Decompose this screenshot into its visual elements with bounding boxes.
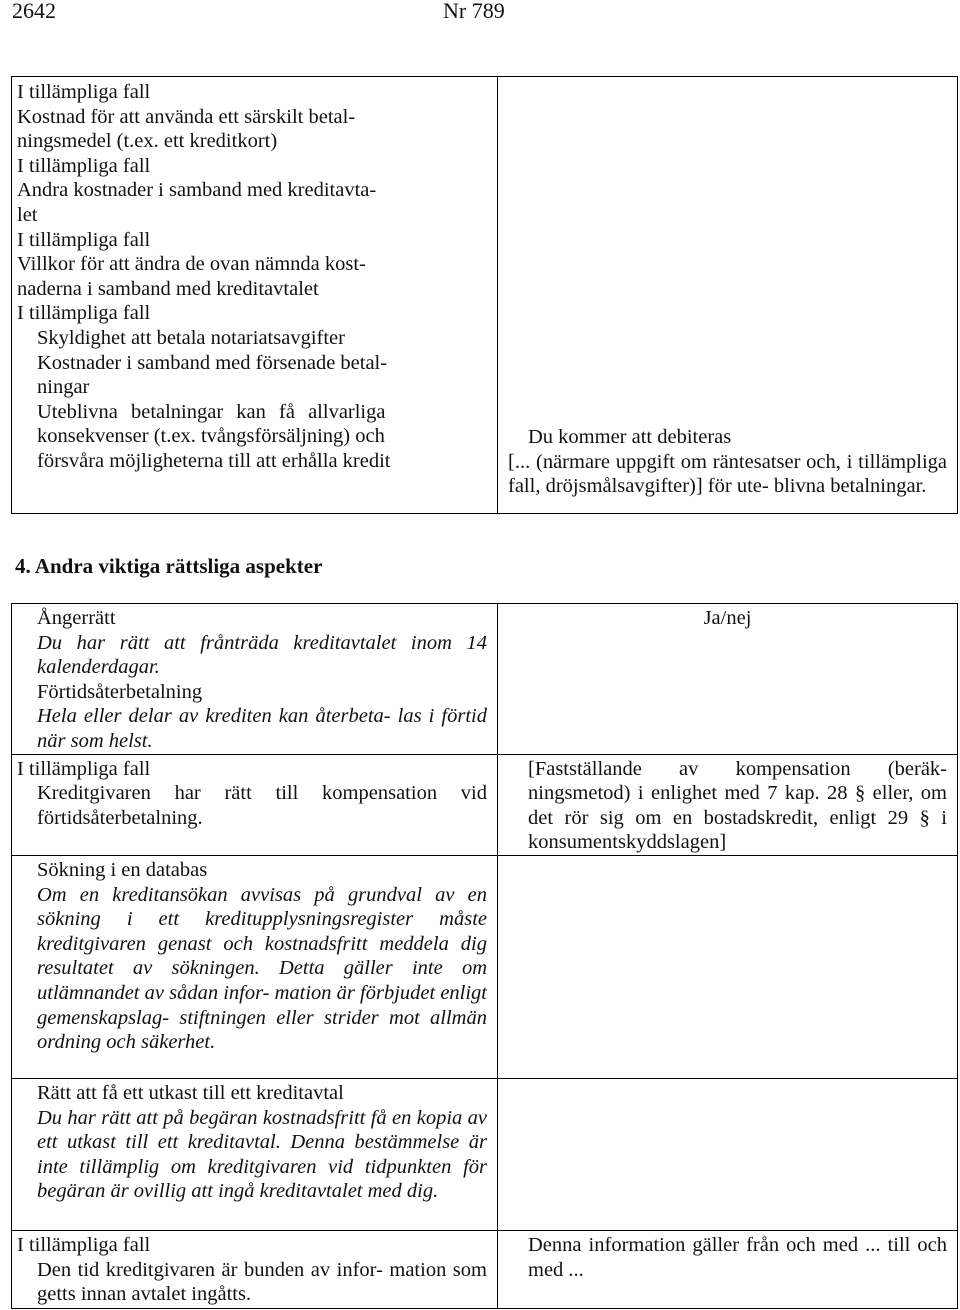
database-search-cell — [12, 855, 498, 1078]
legal-aspects-table — [11, 603, 958, 1309]
costs-left-cell — [12, 77, 498, 514]
section-title: 4. Andra viktiga rättsliga aspekter — [15, 554, 323, 578]
withdrawal-answer: Ja/nej — [703, 607, 752, 629]
binding-time-answer-cell — [498, 1230, 958, 1308]
costs-left-line: Skyldighet att betala notariatsavgifter — [37, 326, 345, 349]
costs-left-line: I tillämpliga fall — [17, 228, 151, 251]
withdrawal-label: Ångerrätt — [37, 607, 116, 629]
draft-copy-label: Rätt att få ett utkast till ett kreditavtal — [37, 1081, 344, 1104]
compensation-answer-cell — [498, 754, 958, 855]
database-search-answer-cell — [498, 855, 958, 1078]
issue-number: Nr 789 — [443, 0, 505, 23]
debit-text: [... (närmare uppgift om räntesatser och, i tillämpliga fall, dröjsmålsavgifter)] för ute- blivna betalningar. — [508, 450, 947, 498]
database-search-text: Om en kreditansökan avvisas på grundval av en sökning i ett kreditupplysningsregister måste kreditgivaren genast och kostnadsfritt meddela dig resultatet av sökningen. Detta gäller inte om utlämnandet av sådan infor- mation är förbjudet enligt gemenskapslag- stiftningen eller strider mot allmän ordning och säkerhet. — [37, 883, 487, 1054]
costs-table — [11, 76, 958, 514]
withdrawal-answer-cell — [498, 604, 958, 755]
costs-left-line: Kostnad för att använda ett särskilt betal- — [17, 105, 356, 128]
costs-left-line: Uteblivna betalningar kan få allvarliga — [37, 400, 386, 423]
costs-left-line: Andra kostnader i samband med kreditavta- — [17, 179, 377, 202]
compensation-answer: [Fastställande av kompensation (beräk- ningsmetod) i enlighet med 7 kap. 28 § eller, om det rör sig om en bostadskredit, enligt 29 § i konsumentskyddslagen] — [528, 757, 947, 854]
costs-left-line: konsekvenser (t.ex. tvångsförsäljning) och — [37, 425, 385, 448]
costs-left-line: I tillämpliga fall — [17, 302, 151, 325]
compensation-cell — [12, 754, 498, 855]
withdrawal-cell — [12, 604, 498, 755]
database-search-label: Sökning i en databas — [37, 858, 208, 881]
compensation-text: Kreditgivaren har rätt till kompensation vid förtidsåterbetalning. — [37, 782, 487, 829]
costs-left-line: I tillämpliga fall — [17, 154, 151, 177]
early-repayment-label: Förtidsåterbetalning — [37, 680, 203, 703]
draft-copy-answer-cell — [498, 1078, 958, 1230]
draft-copy-cell — [12, 1078, 498, 1230]
costs-left-line: let — [17, 203, 38, 226]
costs-left-line: försvåra möjligheterna till att erhålla kredit — [37, 449, 391, 472]
draft-copy-text: Du har rätt att på begäran kostnadsfritt få en kopia av ett utkast till ett kreditavtal. Denna bestämmelse är inte tillämplig om kreditgivaren vid tidpunkten för begäran är ovillig att ingå kreditavtalet med dig. — [37, 1106, 487, 1203]
costs-left-line: Kostnader i samband med försenade betal- — [37, 351, 388, 374]
costs-right-cell — [498, 77, 958, 514]
compensation-qualifier: I tillämpliga fall — [17, 757, 151, 780]
withdrawal-text: Du har rätt att frånträda kreditavtalet inom 14 kalenderdagar. — [37, 631, 487, 679]
page-number: 2642 — [12, 0, 56, 23]
binding-time-qualifier: I tillämpliga fall — [17, 1233, 151, 1256]
early-repayment-text: Hela eller delar av krediten kan återbeta- las i förtid när som helst. — [37, 705, 487, 752]
costs-left-line: naderna i samband med kreditavtalet — [17, 277, 319, 300]
costs-left-line: ningsmedel (t.ex. ett kreditkort) — [17, 130, 278, 153]
debit-heading: Du kommer att debiteras — [528, 426, 732, 449]
costs-left-line: ningar — [37, 376, 90, 399]
costs-left-line: I tillämpliga fall — [17, 81, 151, 103]
costs-left-line: Villkor för att ändra de ovan nämnda kost- — [17, 253, 366, 276]
binding-time-text: Den tid kreditgivaren är bunden av infor- mation som getts innan avtalet ingåtts. — [37, 1258, 487, 1306]
binding-time-answer: Denna information gäller från och med ... till och med ... — [528, 1233, 947, 1281]
binding-time-cell — [12, 1230, 498, 1308]
